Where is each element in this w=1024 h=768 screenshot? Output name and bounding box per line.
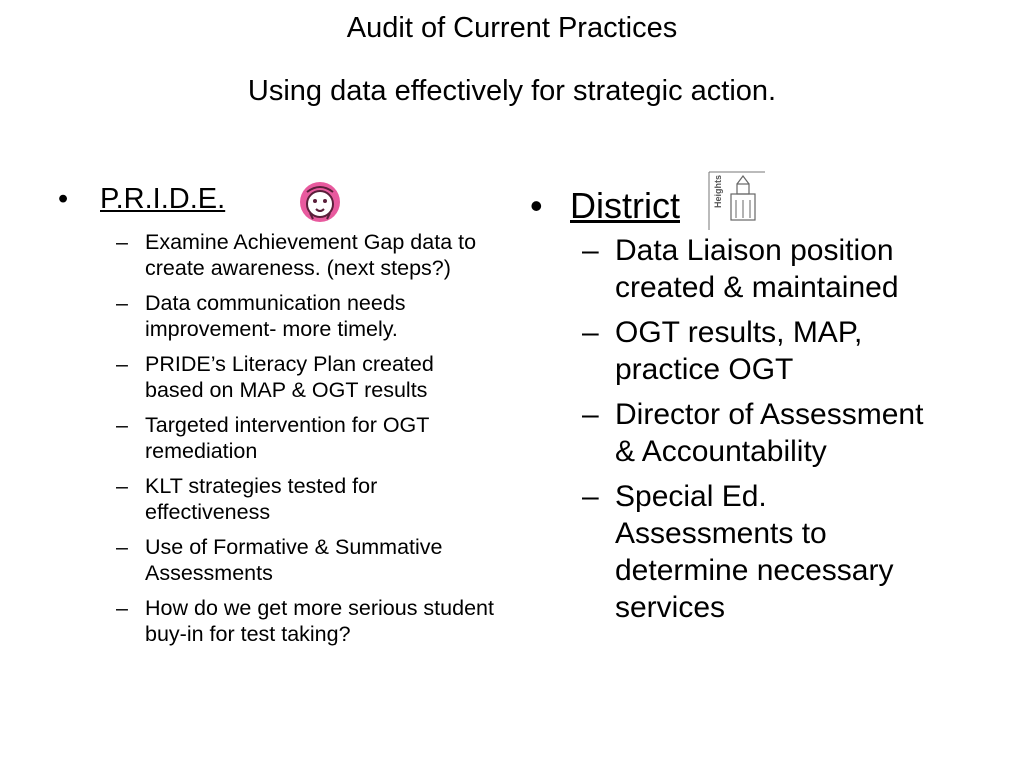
list-item <box>530 396 950 470</box>
list-item <box>58 412 498 464</box>
list-item <box>58 534 498 586</box>
list-item-text: Examine Achievement Gap data to create awareness. (next steps?) <box>145 230 477 280</box>
list-item <box>58 473 498 525</box>
list-item-text: Data communication needs improvement- more timely. <box>145 291 406 341</box>
dash-marker: – <box>116 291 128 315</box>
list-item-text: How do we get more serious student buy-in for test taking? <box>145 596 494 646</box>
list-item <box>58 290 498 342</box>
list-item <box>530 478 950 626</box>
list-item <box>58 229 498 281</box>
dash-marker: – <box>116 230 128 254</box>
dash-marker: – <box>116 596 128 620</box>
slide-title: Audit of Current Practices <box>346 12 678 44</box>
district-heading-text: District <box>570 185 680 226</box>
pride-column <box>58 182 498 656</box>
list-item <box>58 351 498 403</box>
list-item <box>530 314 950 388</box>
list-item-text: Data Liaison position created & maintained <box>615 234 899 304</box>
dash-marker: – <box>116 535 128 559</box>
dash-marker: – <box>116 474 128 498</box>
list-item <box>58 595 498 647</box>
list-item-text: Use of Formative & Summative Assessments <box>145 535 443 585</box>
list-item-text: OGT results, MAP, practice OGT <box>615 316 863 386</box>
dash-marker: – <box>116 352 128 376</box>
list-item-text: KLT strategies tested for effectiveness <box>145 474 378 524</box>
list-item-text: Special Ed. Assessments to determine necessary services <box>615 480 894 624</box>
dash-marker: – <box>582 480 599 513</box>
dash-marker: – <box>582 316 599 349</box>
dash-marker: – <box>582 234 599 267</box>
dash-marker: – <box>116 413 128 437</box>
svg-text:Heights: Heights <box>713 174 723 208</box>
district-column <box>530 184 950 634</box>
pride-list <box>58 229 498 647</box>
slide-subtitle: Using data effectively for strategic action. <box>247 75 777 107</box>
list-item <box>530 232 950 306</box>
list-item-text: Targeted intervention for OGT remediation <box>145 413 430 463</box>
list-item-text: PRIDE’s Literacy Plan created based on MAP & OGT results <box>145 352 434 402</box>
district-list <box>530 232 950 626</box>
pride-heading <box>58 182 498 216</box>
lion-mascot-icon <box>298 180 342 224</box>
bullet-marker: • <box>58 183 69 215</box>
dash-marker: – <box>582 398 599 431</box>
bullet-marker: • <box>530 185 543 226</box>
pride-heading-text: P.R.I.D.E. <box>100 183 226 215</box>
list-item-text: Director of Assessment & Accountability <box>615 398 924 468</box>
district-logo-icon <box>707 170 765 230</box>
